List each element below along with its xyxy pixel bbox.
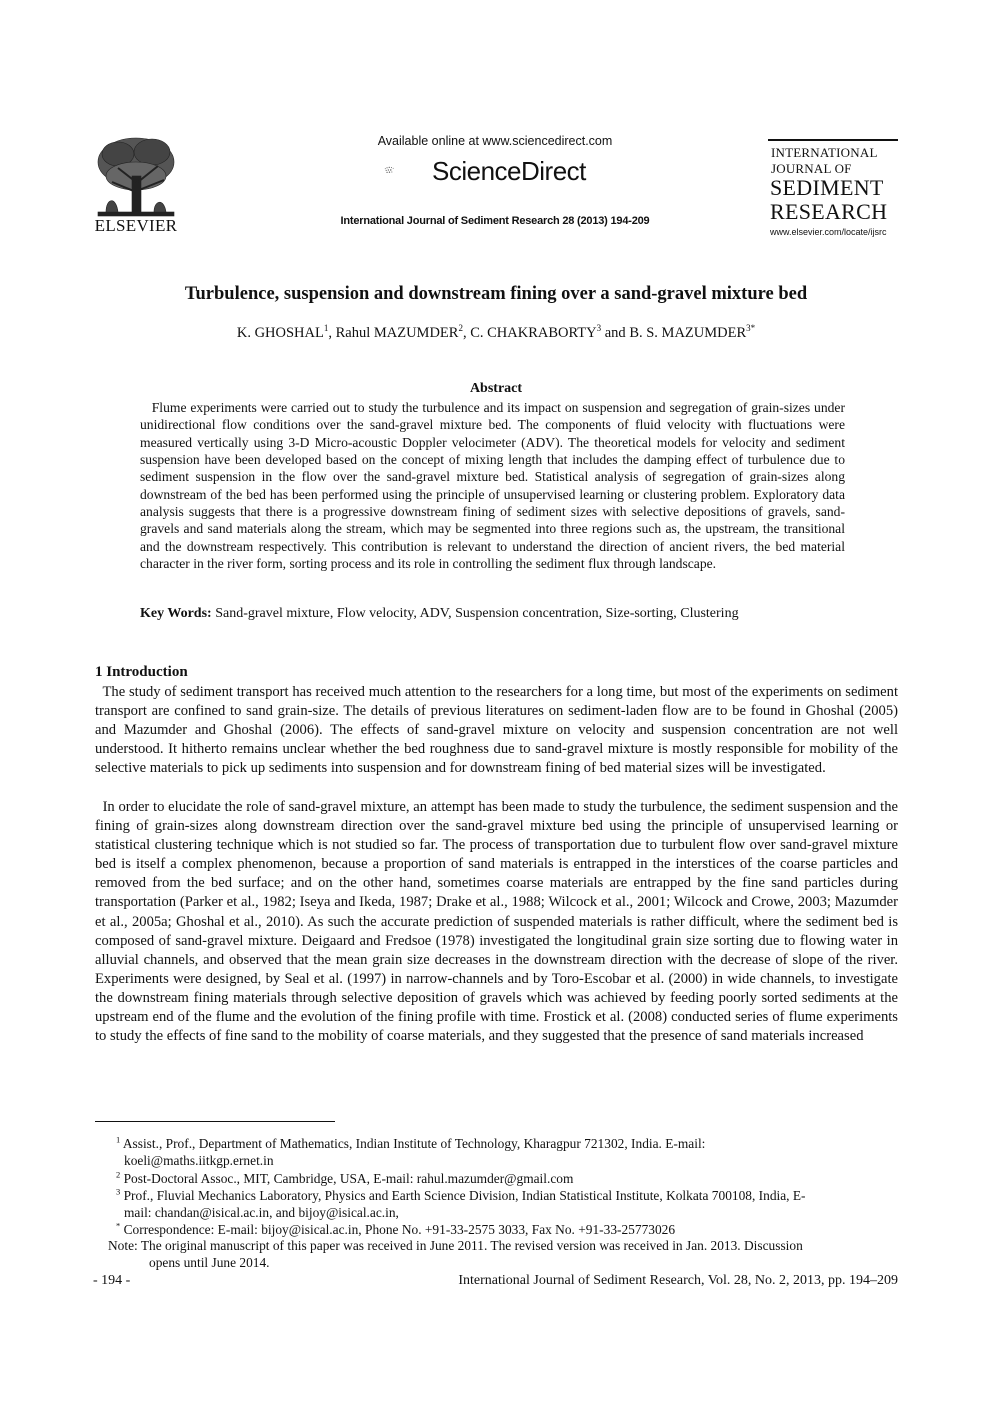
author-affiliation-mark: 3 bbox=[596, 323, 602, 333]
abstract-body: Flume experiments were carried out to study the turbulence and its impact on suspension and segregation of grain-sizes under unidirectional flow conditions over the sand-gravel mixture bed. The components of fluid velocity with fluctuations were measured vertically using 3-D Micro-acoustic Doppler velocimeter (ADV). The theoretical models for velocity and sediment suspension have been developed based on the concept of mixing length that includes the damping effect of turbulence due to sediment suspension in the flow over the sand-gravel mixture bed. Statistical analysis of segregation of grain-sizes along downstream of the bed has been performed using the principle of unsupervised learning or clustering problem. Exploratory data analysis suggests that there is a progressive downstream fining of sediment sizes with selective depositions of gravels, sand-gravels and sand materials along the stream, which may be segmented into three regions such as, the upstream, the transitional and the downstream respectively. This contribution is relevant to understand the direction of ancient rivers, the bed material character in the river form, sorting process and its role in controlling the sediment flux through landscape. bbox=[140, 400, 845, 572]
footnote-text: koeli@maths.iitkgp.ernet.in bbox=[124, 1153, 274, 1169]
footnote-mark: 3 bbox=[116, 1187, 121, 1197]
author-separator: and bbox=[601, 324, 630, 341]
footer-reference: International Journal of Sediment Research, Vol. 28, No. 2, 2013, pp. 194–209 bbox=[458, 1273, 898, 1288]
author-name: B. S. MAZUMDER bbox=[629, 324, 747, 341]
page-number: - 194 - bbox=[93, 1273, 131, 1288]
journal-logo-line4: RESEARCH bbox=[770, 199, 888, 224]
sciencedirect-logo-text: ScienceDirect bbox=[432, 156, 586, 186]
author-name: K. GHOSHAL bbox=[236, 324, 324, 341]
footnote-text: mail: chandan@isical.ac.in, and bijoy@isical.ac.in, bbox=[124, 1205, 399, 1221]
author-name: C. CHAKRABORTY bbox=[470, 324, 597, 341]
footnote-correspondence bbox=[108, 1218, 892, 1238]
intro-paragraph bbox=[95, 683, 898, 778]
footnote-text: Correspondence: E-mail: bijoy@isical.ac.in, Phone No. +91-33-2575 3033, Fax No. +91-33-25773026 bbox=[123, 1222, 676, 1238]
author-list bbox=[0, 323, 992, 342]
footnote-text: Note: The original manuscript of this paper was received in June 2011. The revised version was received in Jan. 2013. Discussion bbox=[108, 1238, 803, 1253]
footnote-mark: * bbox=[116, 1221, 121, 1231]
keywords-label: Key Words: bbox=[140, 606, 212, 621]
section-heading-introduction: 1 Introduction bbox=[95, 664, 188, 680]
footnote-3 bbox=[108, 1184, 892, 1221]
footnote-rule bbox=[95, 1121, 335, 1122]
abstract-heading: Abstract bbox=[469, 381, 523, 396]
footnote-text: Post-Doctoral Assoc., MIT, Cambridge, USA, E-mail: rahul.mazumder@gmail.com bbox=[123, 1171, 574, 1187]
journal-reference: International Journal of Sediment Research 28 (2013) 194-209 bbox=[340, 215, 650, 227]
journal-logo-url: www.elsevier.com/locate/ijsrc bbox=[770, 227, 887, 237]
abstract-text bbox=[140, 399, 845, 572]
footnote-mark: 1 bbox=[116, 1135, 121, 1145]
sciencedirect-dots-icon bbox=[384, 152, 432, 188]
author-affiliation-mark: 2 bbox=[458, 323, 463, 333]
elsevier-logo-text: ELSEVIER bbox=[94, 216, 178, 235]
author-affiliation-mark: 3* bbox=[746, 323, 756, 333]
footnote-note bbox=[108, 1237, 892, 1271]
footnote-text: opens until June 2014. bbox=[149, 1255, 270, 1270]
footnote-1 bbox=[108, 1132, 892, 1169]
author-separator: , bbox=[328, 324, 336, 341]
journal-logo-line3: SEDIMENT bbox=[770, 175, 884, 200]
footnote-mark: 2 bbox=[116, 1170, 121, 1180]
journal-logo-rule bbox=[768, 139, 898, 141]
keywords-text: Sand-gravel mixture, Flow velocity, ADV, Suspension concentration, Size-sorting, Clustering bbox=[215, 606, 739, 621]
footnote-text: Assist., Prof., Department of Mathematics, Indian Institute of Technology, Kharagpur 721302, India. E-mail: bbox=[122, 1136, 706, 1152]
available-online-text: Available online at www.sciencedirect.com bbox=[377, 134, 613, 148]
intro-paragraph bbox=[95, 798, 898, 1046]
journal-logo-line2: JOURNAL OF bbox=[771, 161, 852, 176]
author-name: Rahul MAZUMDER bbox=[335, 324, 459, 341]
paper-title: Turbulence, suspension and downstream fining over a sand-gravel mixture bed bbox=[184, 284, 808, 304]
author-separator: , bbox=[462, 324, 471, 341]
paragraph-text: In order to elucidate the role of sand-gravel mixture, an attempt has been made to study the turbulence, the sediment suspension and the fining of grain-sizes along downstream direction over the sand-gravel mixture bed using the principle of unsupervised learning or statistical clustering technique which is not studied so far. The process of transportation due to turbulent flow over sand-gravel mixture bed is itself a complex phenomenon, because a proportion of sand materials is entrapped in the interstices of the coarse particles and removed from the bed surface; and on the other hand, sometimes coarse materials are entrapped by the fine sand particles during transportation (Parker et al., 1982; Iseya and Ikeda, 1987; Drake et al., 1988; Wilcock et al., 2001; Wilcock and Crowe, 2003; Mazumder et al., 2005a; Ghoshal et al., 2010). As such the accurate prediction of suspended materials is rather difficult, where the sediment bed is composed of sand-gravel mixture. Deigaard and Fredsoe (1978) investigated the longitudinal grain size sorting due to flowing water in alluvial channels, and observed that the mean grain size decreases in the downstream direction with the decrease of slope of the river. Experiments were designed, by Seal et al. (1997) in narrow-channels and by Toro-Escobar et al. (2000) in wide channels, to investigate the downstream fining materials through selective deposition of gravels which was achieved by feeding poorly sorted sediments at the upstream end of the flume and the evolution of the fining profile with time. Frostick et al. (2008) conducted series of flume experiments to study the effects of fine sand to the mobility of coarse materials, and they suggested that the presence of sand materials increased bbox=[95, 799, 899, 1045]
paragraph-text: The study of sediment transport has received much attention to the researchers for a long time, but most of the experiments on sediment transport are confined to sand grain-size. The details of previous literatures on sediment-laden flow are to be found in Ghoshal (2005) and Mazumder and Ghoshal (2006). The effects of sand-gravel mixture on velocity and suspension concentration are not well understood. It hitherto remains unclear whether the bed roughness due to sand-gravel mixture is mostly responsible for mobility of the selective materials to pick up sediments into suspension and for downstream fining of bed material sizes will be investigated. bbox=[95, 684, 899, 777]
author-affiliation-mark: 1 bbox=[323, 323, 329, 333]
keywords bbox=[140, 606, 860, 622]
footnote-text: Prof., Fluvial Mechanics Laboratory, Physics and Earth Science Division, Indian Statistical Institute, Kolkata 700108, India, E- bbox=[123, 1188, 806, 1204]
journal-logo-line1: INTERNATIONAL bbox=[771, 145, 878, 160]
